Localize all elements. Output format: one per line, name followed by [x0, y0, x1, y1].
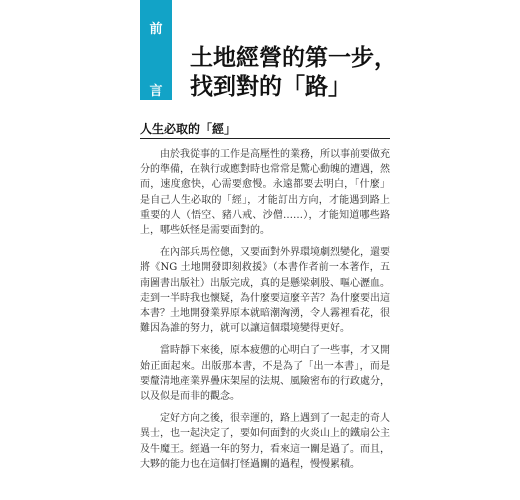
body-text — [140, 147, 390, 479]
paragraph: 定好方向之後，很幸運的，路上遇到了一起走的奇人異士，也一起決定了，要如何面對的火炎山上的鐵扇公主及牛魔王。經過一年的努力，看來這一關是過了。而且，大夥的能力也在這個打怪過關的過程，慢慢累積。 — [140, 413, 390, 470]
paragraph: 由於我從事的工作是高壓性的業務，所以事前要做充分的準備，在執行或應對時也常常是驚心動魄的遭遇，然而，速度愈快，心需要愈慢。永遠都要去明白，「什麼」是自己人生必取的「經」，才能訂出方向，才能遇到路上重要的人（悟空、豬八戒、沙僧……），才能知道哪些路上，哪些妖怪是需要面對的。 — [140, 149, 390, 237]
page-title — [190, 44, 510, 102]
section-heading: 人生必取的「經」 — [140, 122, 237, 136]
chapter-label-bottom: 言 — [149, 84, 163, 99]
section-divider — [140, 138, 390, 139]
title-line-2: 找到對的「路」 — [190, 74, 351, 100]
title-line-1: 土地經營的第一步， — [190, 45, 397, 71]
paragraph: 在內部兵馬倥傯，又要面對外界環境劇烈變化，還要將《NG 土地開發即刻救援》（本書作者前一本著作，五南圖書出版社）出版完成，真的是懸梁刺股、嘔心瀝血。走到一半時我也懷疑，為什麼要這麼辛苦？為什麼要出這本書？土地開發業界原本就暗潮洶湧，令人霧裡看花，很難因為誰的努力，就可以讓這個環境變得更好。 — [140, 247, 390, 335]
paragraph: 當時靜下來後，原本疲憊的心明白了一些事，才又開始正面起來。出版那本書，不是為了「出一本書」，而是要釐清地產業界疊床架屋的法規、風險密布的行政處分，以及似是而非的觀念。 — [140, 345, 390, 403]
chapter-color-band — [140, 0, 172, 100]
chapter-label-top: 前 — [149, 22, 163, 37]
